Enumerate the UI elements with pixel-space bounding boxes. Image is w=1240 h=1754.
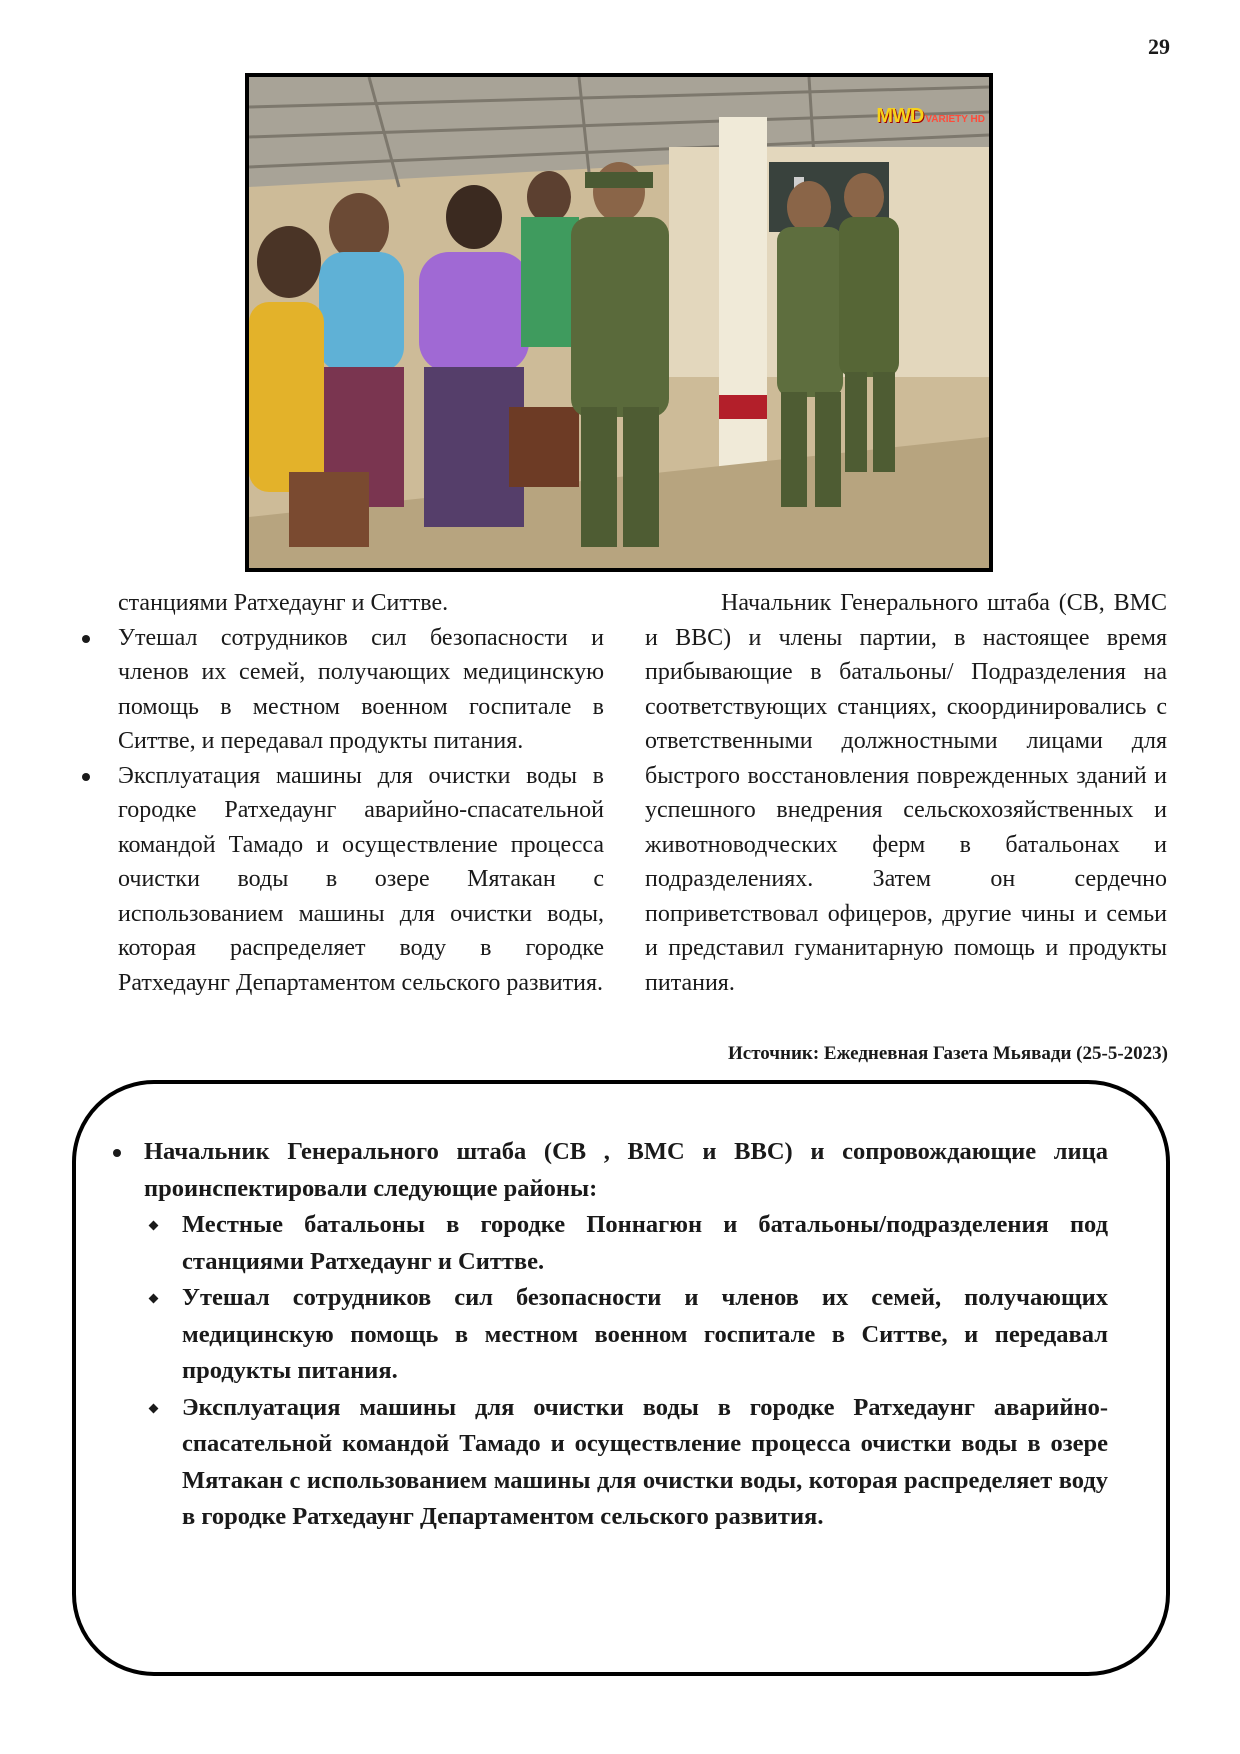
right-column	[645, 586, 1167, 1000]
bullet-item: Эксплуатация машины для очистки воды в городке Ратхедаунг аварийно-спасательной командой Тамадо и осуществление процесса очистки воды в озере Мятакан с использованием машины для очистки воды, которая распределяет воду в городке Ратхедаунг Департаментом сельского развития.	[74, 759, 604, 1001]
continued-line: станциями Ратхедаунг и Ситтве.	[118, 590, 449, 616]
source-citation: Источник: Ежедневная Газета Мьявади (25-5-2023)	[728, 1043, 1168, 1064]
summary-box	[72, 1080, 1170, 1676]
body-paragraph: Начальник Генерального штаба (СВ, ВМС и ВВС) и члены партии, в настоящее время прибывающие в батальоны/ Подразделения на соответствующих станциях, скоординировались с ответственными должностными лицами для быстрого восстановления поврежденных зданий и успешного внедрения сельскохозяйственных и животноводческих ферм в батальонах и подразделениях. Затем он сердечно поприветствовал офицеров, другие чины и семьи и представил гуманитарную помощь и продукты питания.	[645, 590, 1167, 996]
tv-channel-logo	[876, 105, 985, 128]
news-photo	[245, 73, 993, 572]
photo-illustration	[249, 77, 989, 568]
summary-item: Местные батальоны в городке Поннагюн и батальоны/подразделения под станциями Ратхедаунг и Ситтве.	[144, 1207, 1108, 1280]
page-number: 29	[1148, 34, 1170, 59]
left-bullet-list	[74, 621, 604, 1001]
logo-text: MWD	[876, 105, 924, 127]
summary-heading: Начальник Генерального штаба (СВ , ВМС и ВВС) и сопровождающие лица проинспектировали следующие районы:	[104, 1134, 1108, 1207]
summary-list	[104, 1207, 1108, 1536]
logo-subtext: VARIETY HD	[925, 114, 985, 125]
summary-content	[104, 1134, 1108, 1536]
summary-item: Утешал сотрудников сил безопасности и членов их семей, получающих медицинскую помощь в местном военном госпитале в Ситтве, и передавал продукты питания.	[144, 1280, 1108, 1390]
summary-item: Эксплуатация машины для очистки воды в городке Ратхедаунг аварийно-спасательной командой Тамадо и осуществление процесса очистки воды в озере Мятакан с использованием машины для очистки воды, которая распределяет воду в городке Ратхедаунг Департаментом сельского развития.	[144, 1390, 1108, 1536]
left-column	[74, 586, 604, 1000]
bullet-item: Утешал сотрудников сил безопасности и членов их семей, получающих медицинскую помощь в местном военном госпитале в Ситтве, и передавал продукты питания.	[74, 621, 604, 759]
